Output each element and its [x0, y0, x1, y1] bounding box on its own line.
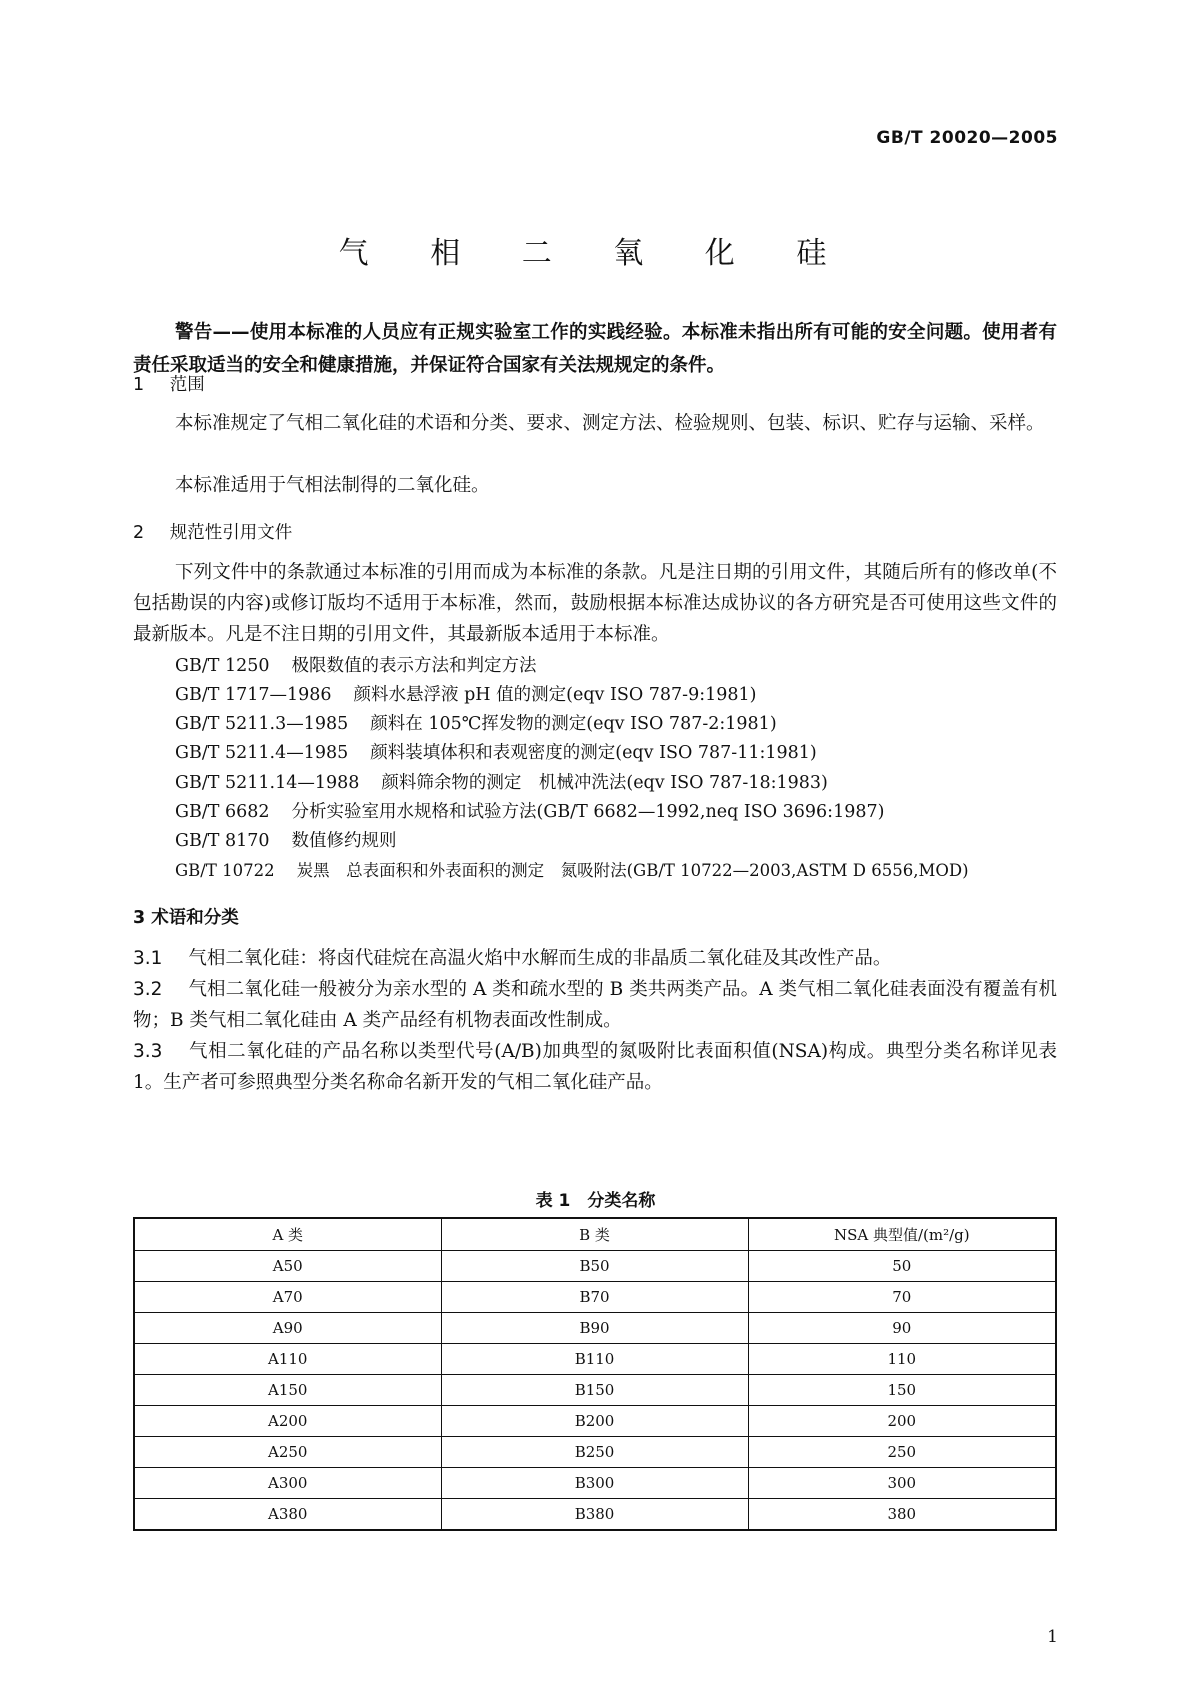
reference-title: 数值修约规则	[291, 831, 397, 851]
table-cell: A250	[134, 1437, 441, 1468]
table-row	[134, 1499, 1056, 1531]
table-row	[134, 1406, 1056, 1437]
table-caption: 表 1 分类名称	[535, 1191, 656, 1211]
table-cell: B90	[441, 1313, 748, 1344]
section-3-title: 3 术语和分类	[133, 908, 239, 928]
table-cell: A150	[134, 1375, 441, 1406]
reference-title: 颜料水悬浮液 pH 值的测定(eqv ISO 787-9:1981)	[353, 685, 757, 705]
table-cell: B200	[441, 1406, 748, 1437]
table-cell: A70	[134, 1282, 441, 1313]
reference-item	[175, 798, 884, 823]
table-cell: 250	[748, 1437, 1056, 1468]
table-cell: B110	[441, 1344, 748, 1375]
table-cell: 90	[748, 1313, 1056, 1344]
table-cell: B380	[441, 1499, 748, 1531]
table-cell: 50	[748, 1251, 1056, 1282]
clause-number: 3.1	[133, 948, 163, 969]
clause-text: 气相二氧化硅一般被分为亲水型的 A 类和疏水型的 B 类共两类产品。A 类气相二氧化硅表面没有覆盖有机物；B 类气相二氧化硅由 A 类产品经有机物表面改性制成。	[133, 979, 1057, 1031]
table-cell: B150	[441, 1375, 748, 1406]
table-cell: A50	[134, 1251, 441, 1282]
table-row	[134, 1313, 1056, 1344]
table-cell: 110	[748, 1344, 1056, 1375]
reference-code: GB/T 6682	[175, 802, 270, 822]
page-number: 1	[1047, 1627, 1058, 1647]
reference-item	[175, 710, 777, 735]
table-header-cell: A 类	[134, 1218, 441, 1251]
clause-text: 气相二氧化硅：将卤代硅烷在高温火焰中水解而生成的非晶质二氧化硅及其改性产品。	[188, 948, 892, 969]
reference-title: 分析实验室用水规格和试验方法(GB/T 6682—1992,neq ISO 3696:1987)	[291, 802, 885, 822]
table-row	[134, 1282, 1056, 1313]
clause-3-2	[133, 974, 1057, 1036]
reference-code: GB/T 1717—1986	[175, 685, 332, 705]
reference-code: GB/T 5211.4—1985	[175, 743, 349, 763]
table-cell: 380	[748, 1499, 1056, 1531]
section-3-heading	[133, 904, 239, 929]
table-cell: 70	[748, 1282, 1056, 1313]
table-cell: 150	[748, 1375, 1056, 1406]
reference-title: 炭黑 总表面积和外表面积的测定 氮吸附法(GB/T 10722—2003,ASTM D 6556,MOD)	[296, 861, 969, 880]
table-cell: B70	[441, 1282, 748, 1313]
table-header-cell: B 类	[441, 1218, 748, 1251]
section-2-number: 2	[133, 523, 145, 543]
reference-item	[175, 769, 828, 794]
table-row	[134, 1468, 1056, 1499]
classification-table	[133, 1217, 1057, 1531]
section-1-para-1: 本标准规定了气相二氧化硅的术语和分类、要求、测定方法、检验规则、包装、标识、贮存与运输、采样。	[175, 413, 1045, 434]
table-header-row	[134, 1218, 1056, 1251]
section-2-intro: 下列文件中的条款通过本标准的引用而成为本标准的条款。凡是注日期的引用文件，其随后所有的修改单(不包括勘误的内容)或修订版均不适用于本标准，然而，鼓励根据本标准达成协议的各方研究是否可使用这些文件的最新版本。凡是不注日期的引用文件，其最新版本适用于本标准。	[133, 562, 1057, 645]
reference-item	[175, 681, 757, 706]
page-title: 气 相 二 氧 化 硅	[338, 236, 853, 271]
table-header-cell: NSA 典型值/(m²/g)	[748, 1218, 1056, 1251]
table-cell: A110	[134, 1344, 441, 1375]
table-cell: B50	[441, 1251, 748, 1282]
table-row	[134, 1375, 1056, 1406]
table-row	[134, 1437, 1056, 1468]
clause-3-1	[133, 943, 1057, 974]
standard-code: GB/T 20020—2005	[876, 128, 1058, 148]
reference-code: GB/T 5211.14—1988	[175, 773, 360, 793]
table-cell: 200	[748, 1406, 1056, 1437]
reference-title: 颜料在 105℃挥发物的测定(eqv ISO 787-2:1981)	[370, 714, 777, 734]
table-cell: 300	[748, 1468, 1056, 1499]
reference-item	[175, 857, 969, 881]
table-cell: A380	[134, 1499, 441, 1531]
table-cell: A300	[134, 1468, 441, 1499]
warning-paragraph: 警告——使用本标准的人员应有正规实验室工作的实践经验。本标准未指出所有可能的安全问题。使用者有责任采取适当的安全和健康措施，并保证符合国家有关法规规定的条件。	[133, 322, 1057, 376]
table-cell: B250	[441, 1437, 748, 1468]
reference-item	[175, 739, 817, 764]
clause-number: 3.2	[133, 979, 163, 1000]
section-1-para-2: 本标准适用于气相法制得的二氧化硅。	[175, 475, 490, 496]
table-cell: B300	[441, 1468, 748, 1499]
reference-item	[175, 652, 537, 677]
table-cell: A90	[134, 1313, 441, 1344]
table-row	[134, 1344, 1056, 1375]
clause-number: 3.3	[133, 1041, 163, 1062]
section-2-title: 规范性引用文件	[169, 523, 293, 543]
reference-item	[175, 827, 397, 852]
reference-code: GB/T 5211.3—1985	[175, 714, 349, 734]
clause-3-3	[133, 1036, 1057, 1098]
reference-code: GB/T 1250	[175, 656, 270, 676]
reference-code: GB/T 8170	[175, 831, 270, 851]
reference-code: GB/T 10722	[175, 861, 275, 880]
table-row	[134, 1251, 1056, 1282]
clause-text: 气相二氧化硅的产品名称以类型代号(A/B)加典型的氮吸附比表面积值(NSA)构成。典型分类名称详见表 1。生产者可参照典型分类名称命名新开发的气相二氧化硅产品。	[133, 1041, 1057, 1093]
reference-title: 颜料装填体积和表观密度的测定(eqv ISO 787-11:1981)	[370, 743, 817, 763]
reference-title: 颜料筛余物的测定 机械冲洗法(eqv ISO 787-18:1983)	[381, 773, 828, 793]
section-1-title: 范围	[169, 375, 205, 395]
section-1-number: 1	[133, 375, 145, 395]
section-1-heading	[133, 371, 205, 396]
section-2-heading	[133, 519, 292, 544]
reference-title: 极限数值的表示方法和判定方法	[291, 656, 537, 676]
table-cell: A200	[134, 1406, 441, 1437]
